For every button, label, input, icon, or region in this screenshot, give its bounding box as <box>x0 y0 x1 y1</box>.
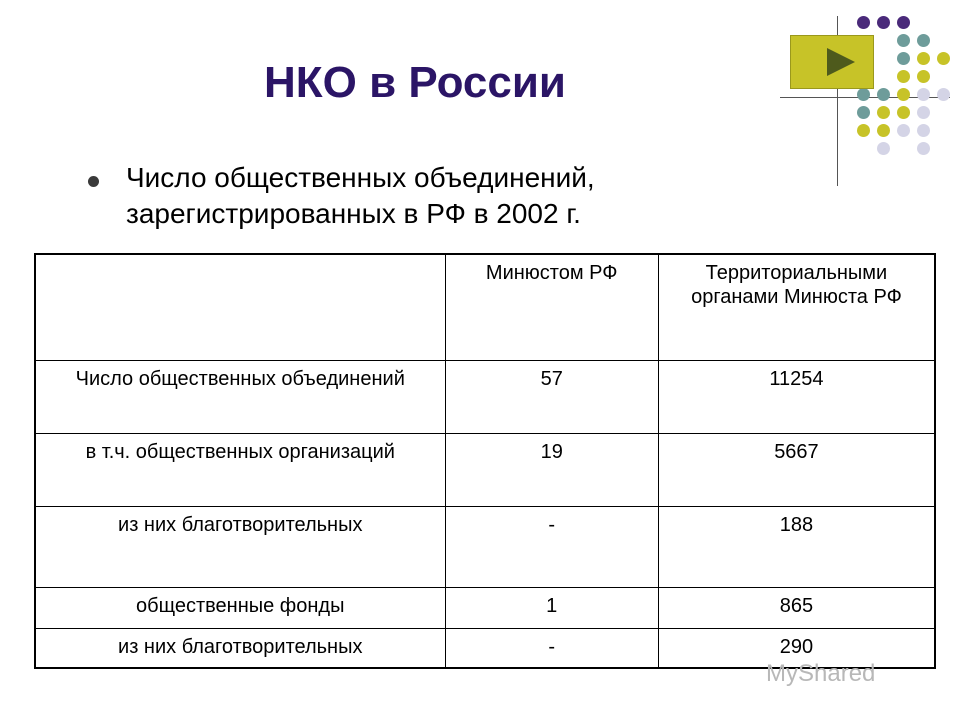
row-label-cell: в т.ч. общественных организаций <box>35 434 445 507</box>
decoration-dot <box>897 88 910 101</box>
value-cell: 865 <box>658 588 935 629</box>
value-cell: 188 <box>658 507 935 588</box>
decoration-dot <box>937 52 950 65</box>
ngo-stats-table <box>34 253 936 669</box>
value-cell: 1 <box>445 588 658 629</box>
bullet-text: Число общественных объединений, зарегистрированных в РФ в 2002 г. <box>126 162 595 229</box>
decoration-dot <box>917 124 930 137</box>
row-label-cell: из них благотворительных <box>35 629 445 669</box>
bullet-dot-icon <box>88 176 99 187</box>
decoration-dot <box>877 16 890 29</box>
table-row <box>35 507 935 588</box>
table-row <box>35 588 935 629</box>
value-cell: - <box>445 507 658 588</box>
decoration-dot <box>897 52 910 65</box>
decoration-dot <box>857 16 870 29</box>
header-cell: Минюстом РФ <box>445 254 658 361</box>
decoration-dot <box>917 88 930 101</box>
value-cell: 5667 <box>658 434 935 507</box>
corner-decoration <box>780 10 960 185</box>
decoration-dot <box>917 106 930 119</box>
decoration-dot <box>897 16 910 29</box>
decoration-dot <box>917 34 930 47</box>
play-icon <box>791 36 873 88</box>
table-row <box>35 434 935 507</box>
decoration-dot <box>857 88 870 101</box>
decoration-dot <box>897 124 910 137</box>
value-cell: 11254 <box>658 361 935 434</box>
decoration-dot <box>897 34 910 47</box>
decoration-dot <box>857 106 870 119</box>
row-label-cell: из них благотворительных <box>35 507 445 588</box>
table-header-row <box>35 254 935 361</box>
row-label-cell: общественные фонды <box>35 588 445 629</box>
header-cell: Территориальными органами Минюста РФ <box>658 254 935 361</box>
decoration-dot <box>877 124 890 137</box>
row-label-cell: Число общественных объединений <box>35 361 445 434</box>
decoration-dot <box>917 70 930 83</box>
watermark: MyShared <box>766 660 876 687</box>
decoration-dot <box>877 106 890 119</box>
decoration-dot <box>917 52 930 65</box>
slide-title: НКО в России <box>264 58 566 107</box>
play-button[interactable] <box>790 35 874 89</box>
decoration-dot <box>917 142 930 155</box>
decoration-dot <box>877 142 890 155</box>
value-cell: 290 <box>658 629 935 669</box>
decoration-dot <box>857 124 870 137</box>
decoration-dot <box>897 70 910 83</box>
decoration-dot <box>897 106 910 119</box>
value-cell: 19 <box>445 434 658 507</box>
value-cell: - <box>445 629 658 669</box>
decoration-dot <box>877 88 890 101</box>
value-cell: 57 <box>445 361 658 434</box>
table-row <box>35 361 935 434</box>
decoration-dot <box>937 88 950 101</box>
header-cell <box>35 254 445 361</box>
